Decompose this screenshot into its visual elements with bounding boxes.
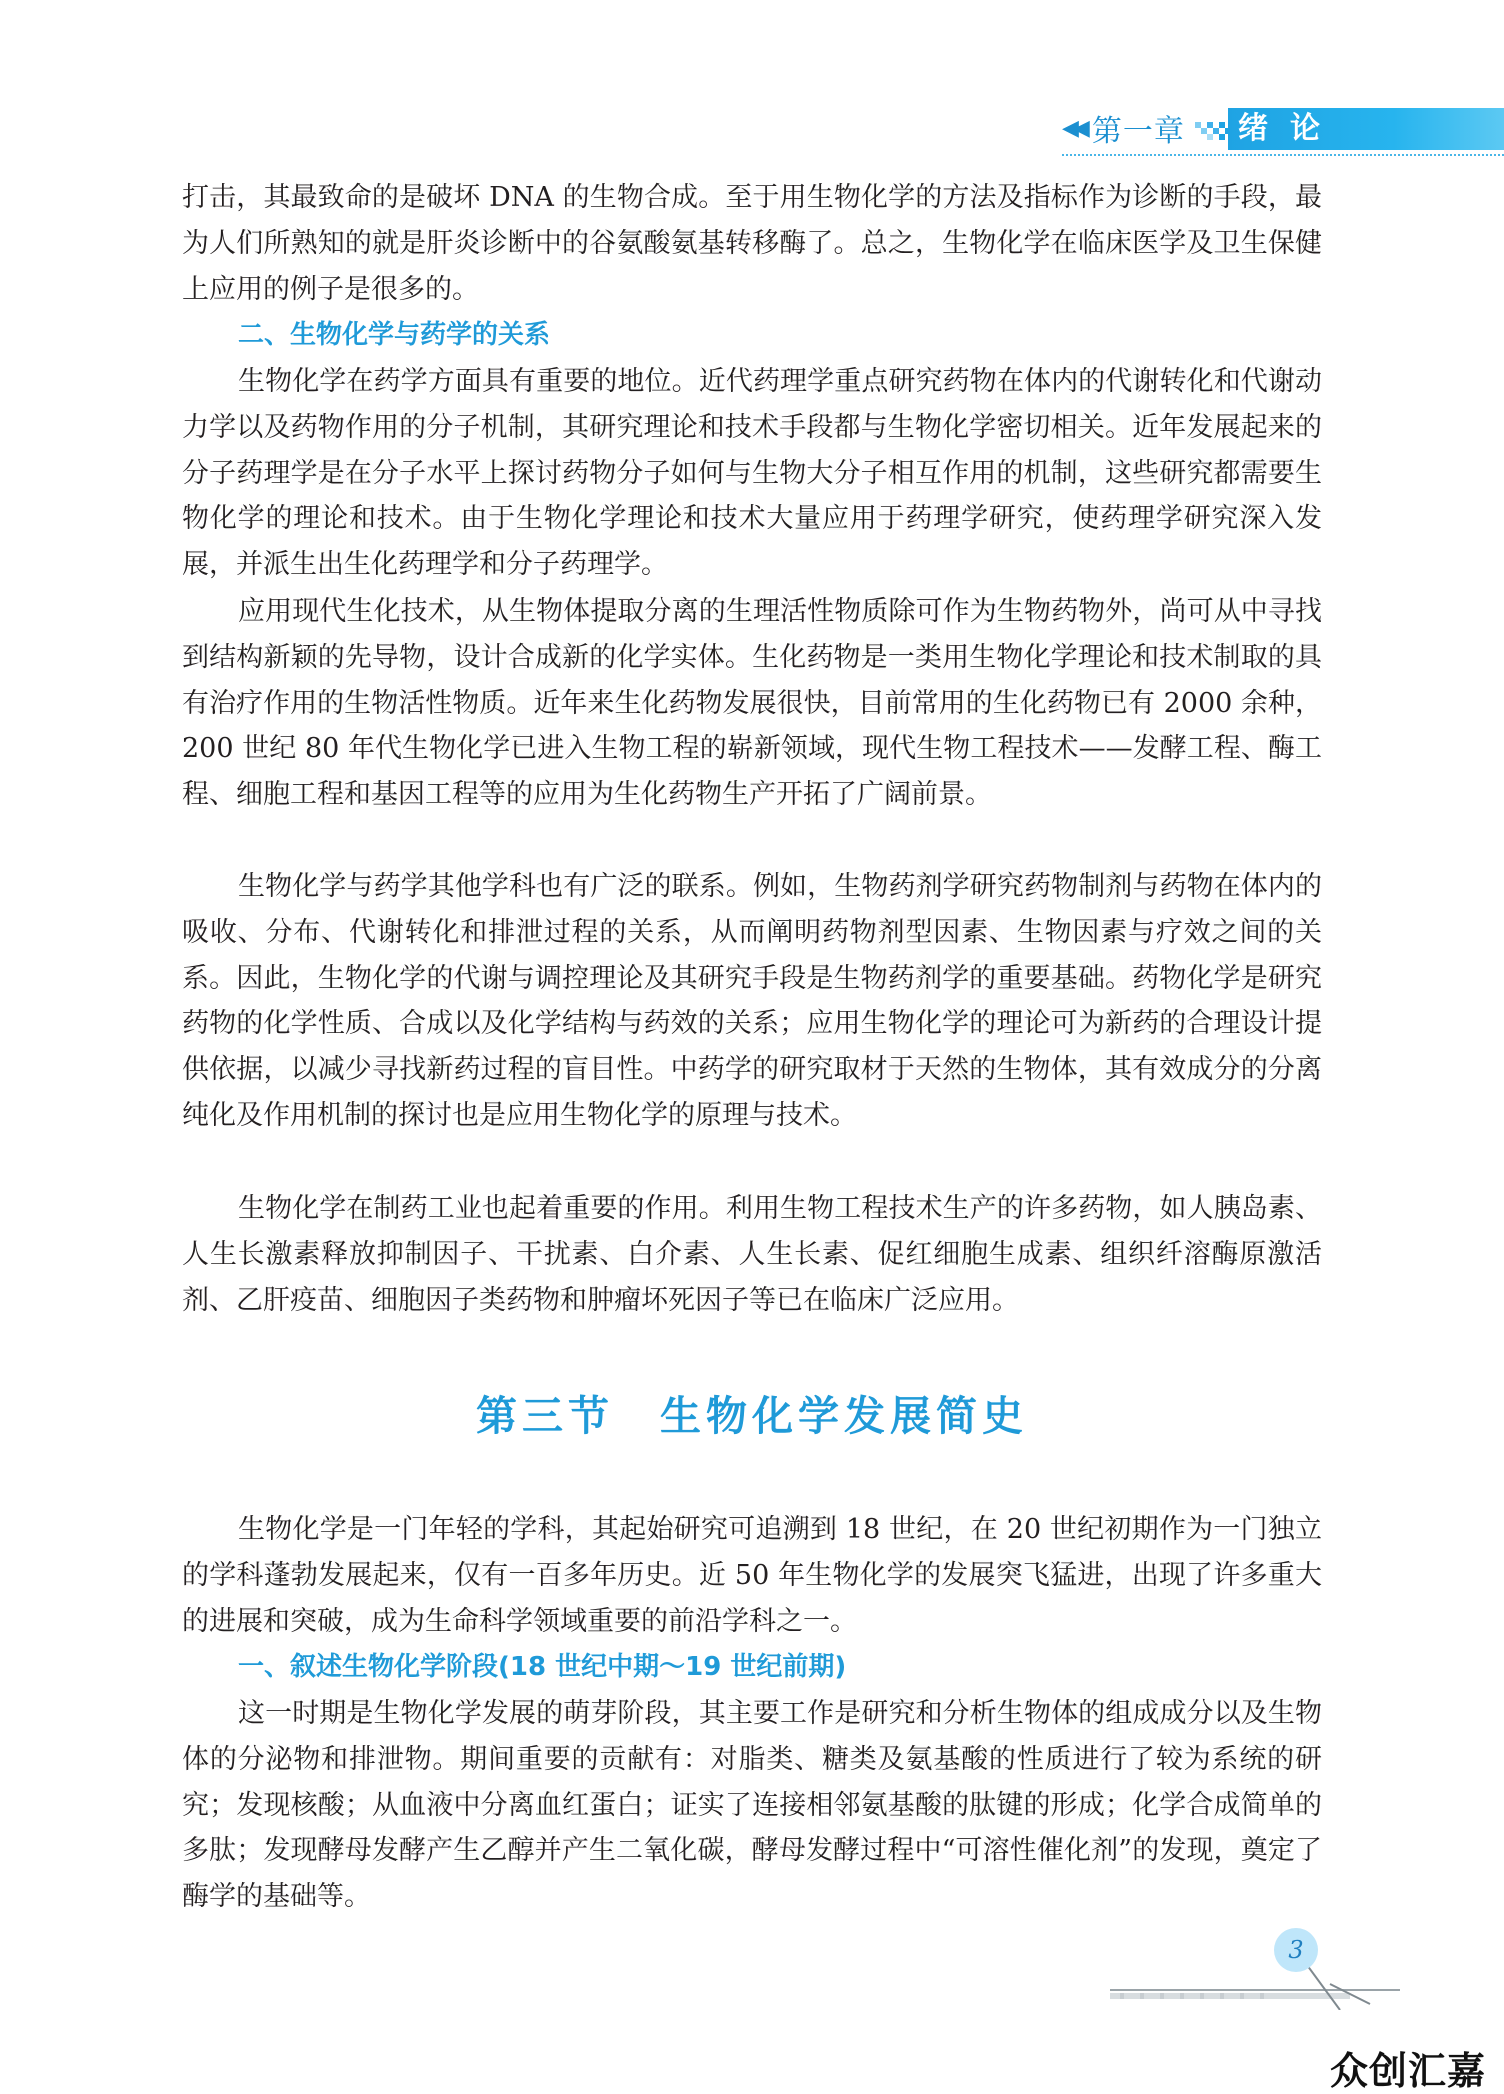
watermark-logo: 众创汇嘉: [1330, 2049, 1487, 2090]
chapter-topic: 绪论: [1238, 111, 1342, 146]
paragraph: 生物化学在药学方面具有重要的地位。近代药理学重点研究药物在体内的代谢转化和代谢动力学以及药物作用的分子机制，其研究理论和技术手段都与生物化学密切相关。近年发展起来的分子药理学是在分子水平上探讨药物分子如何与生物大分子相互作用的机制，这些研究都需要生物化学的理论和技术。由于生物化学理论和技术大量应用于药理学研究，使药理学研究深入发展，并派生出生化药理学和分子药理学。: [182, 366, 1322, 581]
paragraph: 应用现代生化技术，从生物体提取分离的生理活性物质除可作为生物药物外，尚可从中寻找到结构新颖的先导物，设计合成新的化学实体。生化药物是一类用生物化学理论和技术制取的具有治疗作用的生物活性物质。近年来生化药物发展很快，目前常用的生化药物已有 2000 余种，200 世纪 80 年代生物化学已进入生物工程的崭新领域，现代生物工程技术——发酵工程、酶工程、细胞工程和基因工程等的应用为生化药物生产开拓了广阔前景。: [182, 596, 1322, 811]
double-left-arrow-icon: ◀◀: [1062, 115, 1084, 141]
paragraph-continued: 打击，其最致命的是破坏 DNA 的生物合成。至于用生物化学的方法及指标作为诊断的手段，最为人们所熟知的就是肝炎诊断中的谷氨酸氨基转移酶了。总之，生物化学在临床医学及卫生保健上应用的例子是很多的。: [182, 182, 1322, 305]
subsection-heading: 一、叙述生物化学阶段(18 世纪中期～19 世纪前期): [238, 1652, 847, 1682]
chapter-number: 第一章: [1091, 114, 1185, 149]
paragraph: 生物化学在制药工业也起着重要的作用。利用生物工程技术生产的许多药物，如人胰岛素、人生长激素释放抑制因子、干扰素、白介素、人生长素、促红细胞生成素、组织纤溶酶原激活剂、乙肝疫苗、细胞因子类药物和肿瘤坏死因子等已在临床广泛应用。: [182, 1193, 1322, 1316]
section-title: 第三节 生物化学发展简史: [476, 1392, 1028, 1440]
paragraph: 生物化学是一门年轻的学科，其起始研究可追溯到 18 世纪，在 20 世纪初期作为一门独立的学科蓬勃发展起来，仅有一百多年历史。近 50 年生物化学的发展突飞猛进，出现了许多重大的进展和突破，成为生命科学领域重要的前沿学科之一。: [182, 1514, 1322, 1637]
footer-stripe-decoration: [1100, 1950, 1400, 2010]
checker-decoration-icon: [1195, 118, 1231, 144]
chapter-label: [1062, 108, 1185, 148]
page-number: 3: [1274, 1928, 1318, 1972]
paragraph: 生物化学与药学其他学科也有广泛的联系。例如，生物药剂学研究药物制剂与药物在体内的吸收、分布、代谢转化和排泄过程的关系，从而阐明药物剂型因素、生物因素与疗效之间的关系。因此，生物化学的代谢与调控理论及其研究手段是生物药剂学的重要基础。药物化学是研究药物的化学性质、合成以及化学结构与药效的关系；应用生物化学的理论可为新药的合理设计提供依据，以减少寻找新药过程的盲目性。中药学的研究取材于天然的生物体，其有效成分的分离纯化及作用机制的探讨也是应用生物化学的原理与技术。: [182, 871, 1322, 1131]
paragraph: 这一时期是生物化学发展的萌芽阶段，其主要工作是研究和分析生物体的组成成分以及生物体的分泌物和排泄物。期间重要的贡献有：对脂类、糖类及氨基酸的性质进行了较为系统的研究；发现核酸；从血液中分离血红蛋白；证实了连接相邻氨基酸的肽键的形成；化学合成简单的多肽；发现酵母发酵产生乙醇并产生二氧化碳，酵母发酵过程中“可溶性催化剂”的发现，奠定了酶学的基础等。: [182, 1698, 1322, 1913]
subsection-heading: 二、生物化学与药学的关系: [238, 320, 551, 350]
header-dotted-rule: [1062, 154, 1504, 156]
